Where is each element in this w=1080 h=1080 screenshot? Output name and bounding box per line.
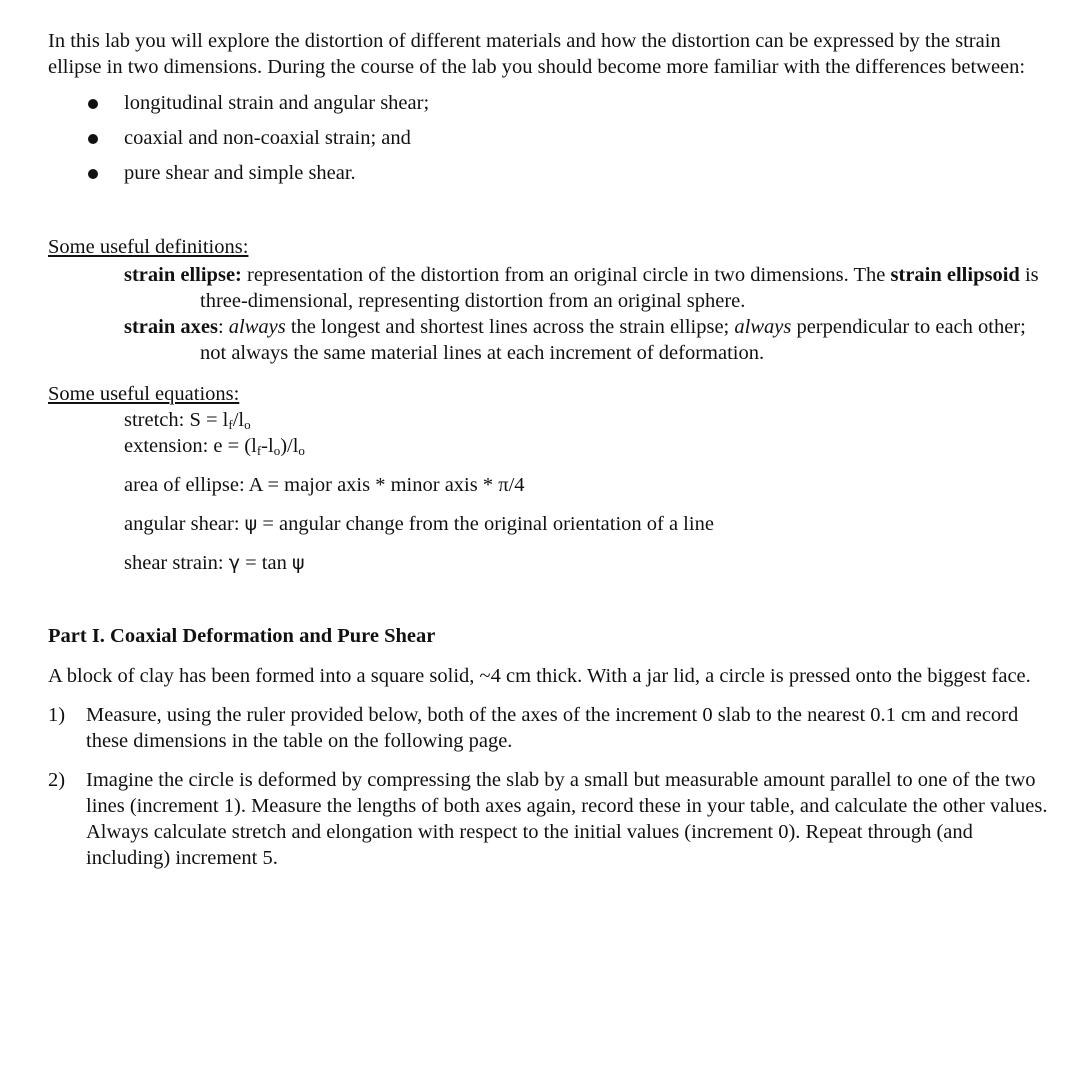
definition-strain-ellipse: strain ellipse: representation of the distortion from an original circle in two dimensions. The strain ellipsoid is three-dimensional, representing distortion from an original sphere.: [124, 264, 1039, 312]
bullet-item: pure shear and simple shear.: [48, 156, 1048, 191]
bullet-item: longitudinal strain and angular shear;: [48, 86, 1048, 121]
definitions-heading: Some useful definitions:: [48, 236, 249, 258]
bullet-item: coaxial and non-coaxial strain; and: [48, 121, 1048, 156]
step-item: 2) Imagine the circle is deformed by compressing the slab by a small but measurable amount parallel to one of the two lines (increment 1). Measure the lengths of both axes again, record these in your table, and calculate the other values. Always calculate stretch and elongation with respect to the initial values (increment 0). Repeat through (and including) increment 5.: [48, 769, 1048, 869]
step-item: 1) Measure, using the ruler provided below, both of the axes of the increment 0 slab to the nearest 0.1 cm and record these dimensions in the table on the following page.: [48, 704, 1019, 752]
equation-extension: extension: $e = (l_f-l_o)/l_o$: [124, 435, 305, 458]
intro-bullet-list: [48, 86, 1048, 191]
definitions-list: [48, 262, 1048, 366]
equation-shear-strain: shear strain: γ = tan ψ: [124, 552, 305, 574]
equations-list: [48, 407, 1048, 576]
part1-intro: A block of clay has been formed into a square solid, ~4 cm thick. With a jar lid, a circle is pressed onto the biggest face.: [48, 665, 1031, 687]
equation-stretch: stretch: $S = l_f/l_o$: [124, 409, 251, 432]
intro-paragraph: In this lab you will explore the distortion of different materials and how the distortion can be expressed by the strain ellipse in two dimensions. During the course of the lab you should become more familiar with the differences between:: [48, 30, 1026, 78]
equation-area: area of ellipse: A = major axis * minor axis * π/4: [124, 474, 525, 496]
part1-steps: [48, 702, 1048, 871]
equation-angular-shear: angular shear: ψ = angular change from the original orientation of a line: [124, 513, 714, 535]
equations-heading: Some useful equations:: [48, 383, 240, 405]
bullet-icon: [88, 134, 98, 144]
document-page: [48, 28, 1048, 871]
definition-strain-axes: strain axes: always the longest and shortest lines across the strain ellipse; always perpendicular to each other; not always the same material lines at each increment of deformation.: [124, 316, 1026, 364]
part1-title: Part I. Coaxial Deformation and Pure Shear: [48, 625, 436, 647]
bullet-icon: [88, 99, 98, 109]
bullet-icon: [88, 169, 98, 179]
